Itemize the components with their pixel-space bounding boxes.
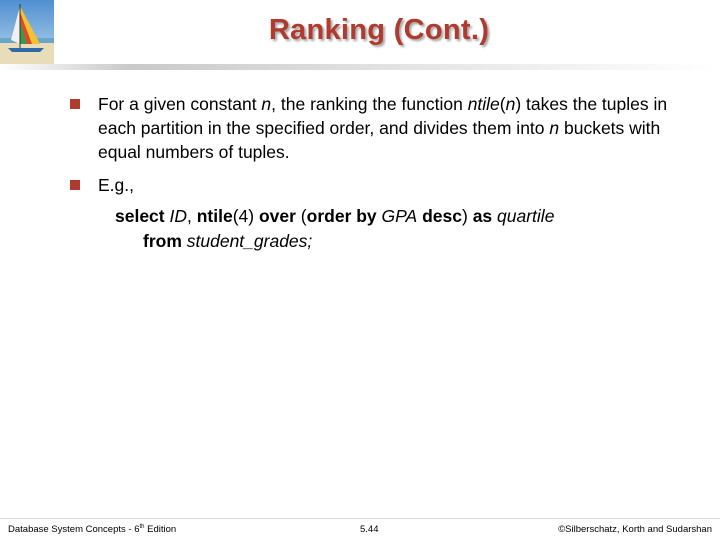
bullet-text: E.g., xyxy=(98,175,134,195)
footer-copyright: ©Silberschatz, Korth and Sudarshan xyxy=(558,524,712,535)
slide-title: Ranking (Cont.) xyxy=(268,14,490,46)
footer-book-title: Database System Concepts - 6th Edition xyxy=(8,524,177,536)
bullet-item-example xyxy=(70,173,670,197)
bullet-square-icon xyxy=(70,99,80,109)
bullet-square-icon xyxy=(70,180,80,190)
footer-page-number: 5.44 xyxy=(360,524,379,535)
sql-query-example xyxy=(115,204,695,254)
title-underline-bar xyxy=(0,64,720,70)
bullet-item-ntile-definition xyxy=(70,92,670,164)
bullet-text: For a given constant n, the ranking the function ntile(n) takes the tuples in each partition in the specified order, and divides them into n buckets with equal numbers of tuples. xyxy=(98,94,668,162)
query-line-1: select ID, ntile(4) over (order by GPA desc) as quartile xyxy=(115,206,555,226)
query-line-2: from student_grades; xyxy=(143,231,313,251)
footer-divider xyxy=(0,518,720,519)
